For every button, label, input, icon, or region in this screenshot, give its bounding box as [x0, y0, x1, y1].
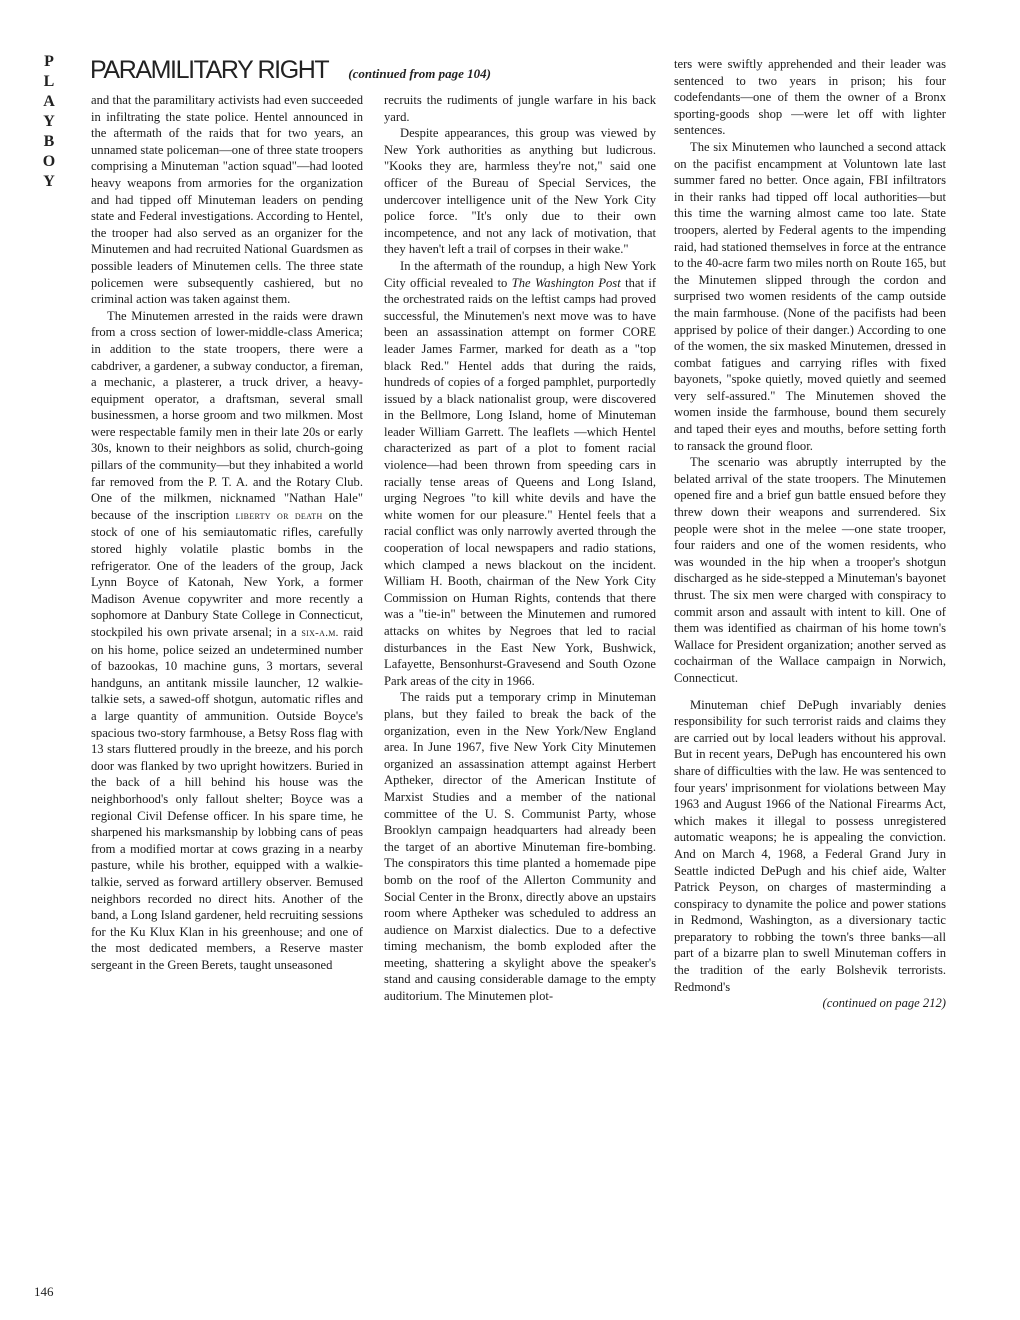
text-run: In the aftermath of the roundup, a high New York City official revealed to: [384, 258, 656, 290]
continued-on-note: (continued on page 212): [822, 996, 946, 1011]
paragraph: The raids put a temporary crimp in Minuteman plans, but they failed to break the back of the organization, even in the New York/New England area. In June 1967, five New York City Minutemen organized an assassination attempt against Herbert Aptheker, director of the American Institute of Marxist Studies and a member of the national committee of the U. S. Communist Party, whose Brooklyn campaign headquarters had already been the target of an abortive Minuteman fire-bombing. The conspirators this time planted a homemade pipe bomb on the roof of the Allerton Community and Social Center in the Bronx, directly above an upstairs room where Aptheker was scheduled to address an audience on Marxist dialectics. Due to a defective timing mechanism, the bomb exploded after the meeting, shattering a skylight above the speaker's stand and causing considerable damage to the empty auditorium. The Minutemen plot-: [384, 690, 656, 1004]
text-run: raid on his home, police seized an undetermined number of bazookas, 10 machine guns, 3 mortars, several handguns, an antitank missile launcher, 12 walkie-talkie sets, a sawed-off shotgun, automatic rifles and a large quantity of ammunition. Outside Boyce's spacious two-story farmhouse, a Betsy Ross flag with 13 stars fluttered proudly in the breeze, and his porch door was flanked by two upright howitzers. Buried in the back of a hill behind his house was the neighborhood's only fallout shelter; Boyce was a regional Civil Defense officer. In his spare time, he sharpened his marksmanship by lobbing cans of peas from a modified mortar at cows grazing in a nearby pasture, while his brother, equipped with a walkie-talkie, served as forward artillery observer. Bemused neighbors recorded no direct hits. Another of the band, a Long Island gardener, held recruiting sessions for the Ku Klux Klan in his greenhouse; and one of the most dedicated members, a Reserve master sergeant in the Green Berets, taught unseasoned: [91, 625, 363, 972]
paragraph: [384, 258, 656, 689]
continued-from-note: (continued from page 104): [348, 66, 491, 81]
masthead-letter: P: [44, 53, 54, 70]
paragraph: and that the paramilitary activists had even succeeded in infiltrating the state police. Hentel announced in the aftermath of the raids that for two years, an unnamed state policeman—one of three state troopers comprising a Minuteman "action squad"—had looted heavy weapons from armories for the organization and had tipped off Minuteman leaders on pending state and Federal investigations. According to Hentel, the trooper had also served as an organizer for the Minutemen and had recruited National Guardsmen as possible leaders of Minutemen cells. The three state policemen were subsequently cashiered, but no criminal action was taken against them.: [91, 93, 363, 307]
italic-title: The Washington Post: [511, 275, 621, 290]
masthead-letter: Y: [43, 173, 55, 190]
masthead-letter: L: [43, 73, 55, 90]
magazine-masthead: [34, 52, 64, 192]
masthead-letter: O: [42, 153, 56, 170]
article-title: PARAMILITARY RIGHT: [90, 56, 329, 84]
text-run: The Minutemen arrested in the raids were drawn from a cross section of lower-middle-class America; in addition to the state troopers, there were a cabdriver, a gardener, a subway conductor, a fireman, a mechanic, a plasterer, a truck driver, a heavy-equipment operator, a draftsman, several small businessmen, a horse groom and two milkmen. Most were respectable family men in their late 20s or early 30s, known to their neighbors as solid, church-going pillars of the community—but they inhabited a world far removed from the P. T. A. and the Rotary Club. One of the milkmen, nicknamed "Nathan Hale" because of the inscription: [91, 308, 363, 522]
paragraph: The six Minutemen who launched a second attack on the pacifist encampment at Voluntown late last summer fared no better. Once again, FBI infiltrators in their ranks had tipped off local authorities—but this time the warning almost came too late. State troopers, alerted by Federal agents to the impending raid, had stationed themselves in force at the entrance to the 40-acre farm two miles north on Route 165, but the Minutemen slipped through the cordon and surprised two women residents of the camp outside the main farmhouse. (None of the pacifists had been apprised by police of their danger.) According to one of the women, the six masked Minutemen, dressed in combat fatigues and carrying rifles with fixed bayonets, "spoke quietly, moved quietly and seemed very self-assured." The Minutemen shoved the women inside the farmhouse, bound them securely and taped their eyes and mouths, before setting forth to ransack the ground floor.: [674, 139, 946, 453]
page-number: 146: [34, 1284, 54, 1299]
article-header: [90, 56, 650, 92]
masthead-letter: B: [43, 133, 55, 150]
small-caps-text: six-a.m.: [301, 627, 339, 639]
paragraph: Despite appearances, this group was viewed by New York authorities as anything but ludicrous. "Kooks they are, harmless they're not," said one officer of the Bureau of Special Services, the undercover intelligence unit of the New York City police force. "It's only due to their own incompetence, and not any lack of motivation, that they haven't left a trail of corpses in their wake.": [384, 126, 656, 257]
text-column-3: [674, 56, 946, 1306]
masthead-letter: A: [43, 93, 55, 110]
paragraph: The scenario was abruptly interrupted by the belated arrival of the state troopers. The Minutemen opened fire and a brief gun battle ensued before they threw down their weapons and surrendered. Six people were shot in the melee —one state trooper, four raiders and one of the women residents, who was wounded in the hip when a trooper's shotgun discharged as he side-stepped a Minuteman's bayonet thrust. The six men were charged with conspiracy to commit arson and assault with intent to kill. One of them was identified as chairman of his home town's Wallace for President organization; another served as cochairman of the Wallace campaign in Norwich, Connecticut.: [674, 455, 946, 685]
paragraph: [91, 308, 363, 974]
text-run: on the stock of one of his semiautomatic rifles, carefully stored highly volatile plastic bombs in the refrigerator. One of the leaders of the group, Jack Lynn Boyce of Katonah, New York, a former Madison Avenue copywriter and more recently a sophomore at Danbury State College in Connecticut, stockpiled his own private arsenal; in a: [91, 507, 363, 639]
masthead-letter: Y: [43, 113, 55, 130]
paragraph: recruits the rudiments of jungle warfare in his back yard.: [384, 93, 656, 124]
paragraph: Minuteman chief DePugh invariably denies responsibility for such terrorist raids and claims they are carried out by local leaders without his approval. But in recent years, DePugh has encountered his own share of difficulties with the law. He was sentenced to four years' imprisonment for violations between May 1963 and August 1966 of the National Firearms Act, which makes it illegal to possess unregistered automatic weapons; he is appealing the conviction. And on March 4, 1968, a Federal Grand Jury in Seattle indicted DePugh and his chief aide, Walter Patrick Peyson, on charges of masterminding a conspiracy to dynamite the police and power stations in Redmond, Washington, as a diversionary tactic preparatory to robbing the town's three banks—all part of a bizarre plan to swell Minuteman coffers in the tradition of the early Bolshevik terrorists. Redmond's: [674, 697, 946, 994]
text-column-1: [91, 92, 363, 1304]
paragraph: ters were swiftly apprehended and their leader was sentenced to two years in prison; his four codefendants—one of them the owner of a Bronx sporting-goods shop —were let off with lighter sentences.: [674, 57, 946, 138]
text-column-2: [384, 92, 656, 1304]
small-caps-text: liberty or death: [235, 509, 323, 522]
text-run: that if the orchestrated raids on the leftist camps had proved successful, the Minutemen's next move was to have been an assassination attempt on former CORE leader James Farmer, marked for death as a "top black Red." Hentel adds that during the raids, hundreds of copies of a forged pamphlet, purportedly issued by a black nationalist group, were discovered in the Bellmore, Long Island, home of Minuteman leader William Garrett. The leaflets —which Hentel characterized as part of a plot to foment racial violence—had been thrown from speeding cars in racially tense areas of Queens and Long Island, urging Negroes "to kill white devils and have the white women for our pleasure." Hentel feels that a racial conflict was only narrowly averted through the cooperation of local newspapers and radio stations, which clamped a news blackout on the incident. William H. Booth, chairman of the New York City Commission on Human Rights, contends that there was a "tie-in" between the Minutemen and rumored attacks on whites by Negroes that led to racial disturbances in the East New York, Bushwick, Lafayette, Bensonhurst-Gravesend and South Ozone Park areas of the city in 1966.: [384, 275, 656, 688]
